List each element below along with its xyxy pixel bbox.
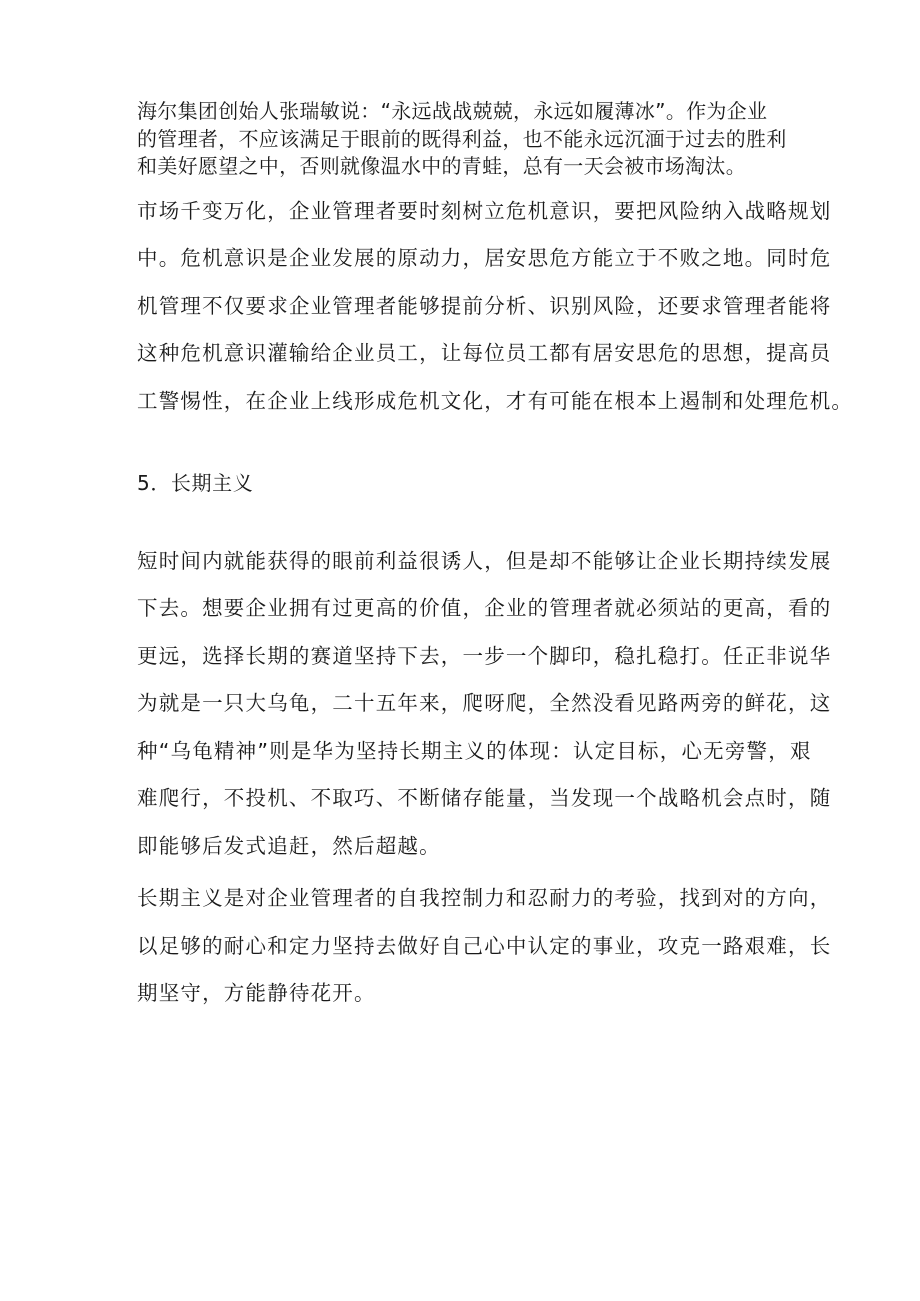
paragraph-2-line-4: 这种危机意识灌输给企业员工，让每位员工都有居安思危的思想，提高员: [137, 341, 832, 365]
paragraph-1-line-1: 海尔集团创始人张瑞敏说：“永远战战兢兢，永远如履薄冰”。作为企业: [137, 99, 768, 123]
paragraph-4-line-3: 期坚守，方能静待花开。: [137, 981, 376, 1005]
paragraph-3-line-6: 难爬行，不投机、不取巧、不断储存能量，当发现一个战略机会点时，随: [137, 786, 832, 810]
paragraph-3-line-7: 即能够后发式追赶，然后超越。: [137, 834, 441, 858]
paragraph-2-line-2: 中。危机意识是企业发展的原动力，居安思危方能立于不败之地。同时危: [137, 246, 832, 270]
paragraph-1-line-2: 的管理者，不应该满足于眼前的既得利益，也不能永远沉湎于过去的胜利: [137, 127, 787, 151]
paragraph-2-line-3: 机管理不仅要求企业管理者能够提前分析、识别风险，还要求管理者能将: [137, 294, 832, 318]
paragraph-2-line-5: 工警惕性，在企业上线形成危机文化，才有可能在根本上遏制和处理危机。: [137, 389, 854, 413]
paragraph-3-line-1: 短时间内就能获得的眼前利益很诱人，但是却不能够让企业长期持续发展: [137, 549, 832, 573]
paragraph-3-line-2: 下去。想要企业拥有过更高的价值，企业的管理者就必须站的更高，看的: [137, 596, 832, 620]
section-heading: 5．长期主义: [137, 471, 254, 495]
paragraph-3-line-3: 更远，选择长期的赛道坚持下去，一步一个脚印，稳扎稳打。任正非说华: [137, 644, 832, 668]
paragraph-4-line-1: 长期主义是对企业管理者的自我控制力和忍耐力的考验，找到对的方向，: [137, 886, 832, 910]
paragraph-4-line-2: 以足够的耐心和定力坚持去做好自己心中认定的事业，攻克一路艰难，长: [137, 934, 832, 958]
paragraph-2-line-1: 市场千变万化，企业管理者要时刻树立危机意识，要把风险纳入战略规划: [137, 199, 832, 223]
paragraph-1-line-3: 和美好愿望之中，否则就像温水中的青蛙，总有一天会被市场淘汰。: [137, 154, 746, 178]
paragraph-3-line-5: 种“乌龟精神”则是华为坚持长期主义的体现：认定目标，心无旁警，艰: [137, 739, 812, 763]
paragraph-3-line-4: 为就是一只大乌龟，二十五年来，爬呀爬，全然没看见路两旁的鲜花，这: [137, 691, 832, 715]
